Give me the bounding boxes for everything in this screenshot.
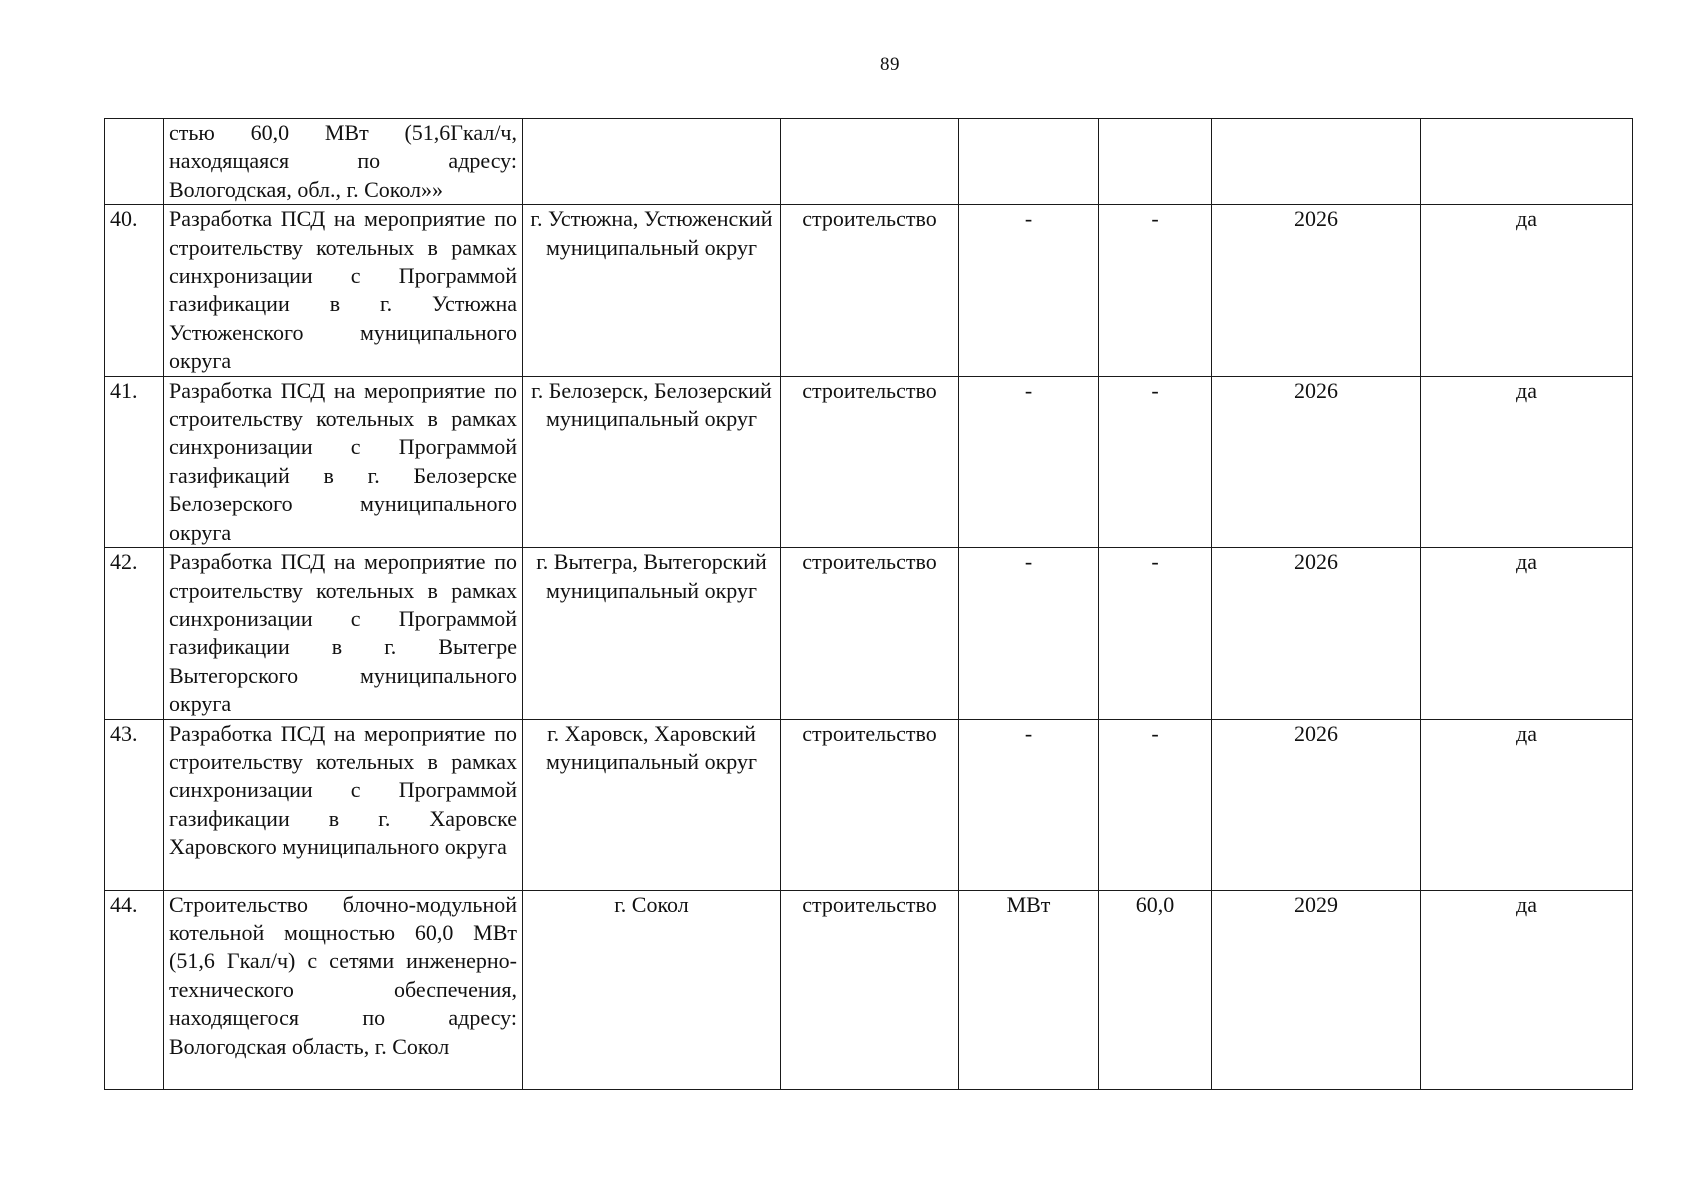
measure-location: г. Вытегра, Вытегорский муниципальный округ <box>523 548 781 719</box>
measure-year <box>1212 119 1421 205</box>
measure-type: строительство <box>781 376 959 547</box>
measure-type: строительство <box>781 548 959 719</box>
measure-type <box>781 119 959 205</box>
measure-unit: - <box>959 548 1099 719</box>
measure-value: - <box>1099 376 1212 547</box>
measure-location <box>523 119 781 205</box>
table-row <box>105 205 1633 376</box>
measure-unit: - <box>959 376 1099 547</box>
measure-flag: да <box>1421 205 1633 376</box>
table-row <box>105 119 1633 205</box>
measure-description: Разработка ПСД на мероприятие по строительству котельных в рамках синхронизации с Программой газификации в г. Харовске Харовского муниципального округа <box>164 719 523 890</box>
measure-flag: да <box>1421 376 1633 547</box>
measure-unit: - <box>959 719 1099 890</box>
measure-type: строительство <box>781 205 959 376</box>
page-number: 89 <box>880 54 900 75</box>
measure-value: 60,0 <box>1099 890 1212 1089</box>
measure-flag: да <box>1421 719 1633 890</box>
measure-type: строительство <box>781 719 959 890</box>
row-number: 41. <box>105 376 164 547</box>
measure-value: - <box>1099 719 1212 890</box>
measure-year: 2029 <box>1212 890 1421 1089</box>
measure-flag: да <box>1421 548 1633 719</box>
measure-unit: - <box>959 205 1099 376</box>
measure-year: 2026 <box>1212 205 1421 376</box>
table-row <box>105 719 1633 890</box>
row-number: 40. <box>105 205 164 376</box>
row-number: 44. <box>105 890 164 1089</box>
measure-flag: да <box>1421 890 1633 1089</box>
measure-description: Строительство блочно-модульной котельной мощностью 60,0 МВт (51,6 Гкал/ч) с сетями инженерно-технического обеспечения, находящегося по адресу: Вологодская область, г. Сокол <box>164 890 523 1089</box>
measure-description: Разработка ПСД на мероприятие по строительству котельных в рамках синхронизации с Программой газификации в г. Вытегре Вытегорского муниципального округа <box>164 548 523 719</box>
row-number: 43. <box>105 719 164 890</box>
measures-table <box>104 118 1633 1090</box>
measure-value: - <box>1099 205 1212 376</box>
measure-type: строительство <box>781 890 959 1089</box>
measure-description: Разработка ПСД на мероприятие по строительству котельных в рамках синхронизации с Программой газификации в г. Устюжна Устюженского муниципального округа <box>164 205 523 376</box>
measure-description: Разработка ПСД на мероприятие по строительству котельных в рамках синхронизации с Программой газификаций в г. Белозерске Белозерского муниципального округа <box>164 376 523 547</box>
table-row <box>105 548 1633 719</box>
measure-location: г. Харовск, Харовский муниципальный округ <box>523 719 781 890</box>
measure-year: 2026 <box>1212 548 1421 719</box>
measure-unit <box>959 119 1099 205</box>
measure-value: - <box>1099 548 1212 719</box>
table-row <box>105 376 1633 547</box>
measure-location: г. Сокол <box>523 890 781 1089</box>
measure-year: 2026 <box>1212 719 1421 890</box>
table-row <box>105 890 1633 1089</box>
measure-description: стью 60,0 МВт (51,6Гкал/ч, находящаяся по адресу: Вологодская, обл., г. Сокол»» <box>164 119 523 205</box>
row-number: 42. <box>105 548 164 719</box>
measure-flag <box>1421 119 1633 205</box>
measure-unit: МВт <box>959 890 1099 1089</box>
measure-location: г. Устюжна, Устюженский муниципальный округ <box>523 205 781 376</box>
measure-year: 2026 <box>1212 376 1421 547</box>
row-number <box>105 119 164 205</box>
measure-value <box>1099 119 1212 205</box>
measure-location: г. Белозерск, Белозерский муниципальный округ <box>523 376 781 547</box>
